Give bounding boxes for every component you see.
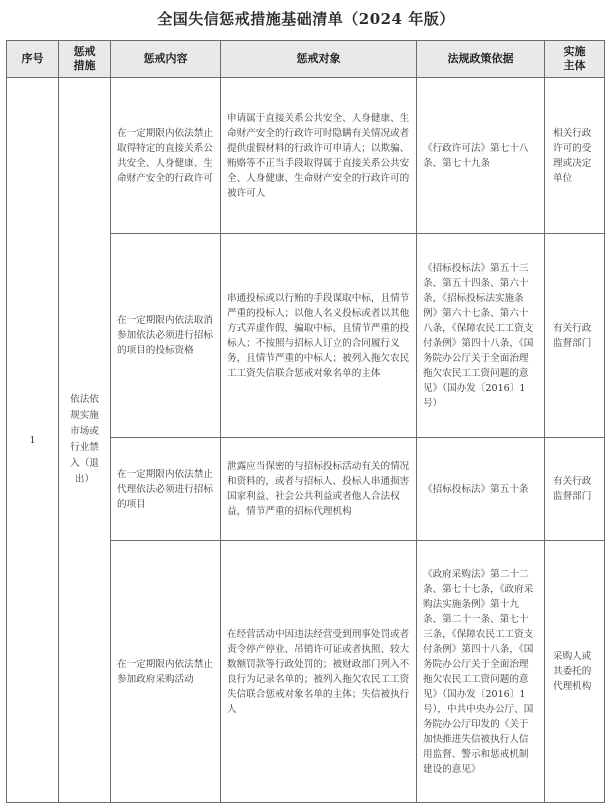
header-seq: 序号: [7, 41, 59, 78]
basis-text: 《招标投标法》第五十三条、第五十四条、第六十条，《招标投标法实施条例》第六十七条、第六十八条，《保障农民工工资支付条例》第四十八条，《国务院办公厅关于全面治理拖欠农民工工资问题的意见》（国办发〔2016〕1 号）: [423, 262, 534, 409]
measure-text: 依法依规实施市场或行业禁入（退出）: [70, 394, 99, 485]
subject-text: 有关行政监督部门: [553, 476, 592, 502]
basis-cell: [417, 541, 545, 803]
content-text: 在一定期限内依法禁止参加政府采购活动: [117, 658, 213, 685]
content-cell: [111, 438, 221, 541]
subject-text: 采购人或其委托的代理机构: [553, 651, 592, 692]
content-text: 在一定期限内依法取消参加依法必须进行招标的项目的投标资格: [117, 315, 213, 356]
subject-text: 相关行政许可的受理或决定单位: [553, 127, 592, 184]
content-cell: [111, 78, 221, 234]
header-basis: 法规政策依据: [417, 41, 545, 78]
subject-cell: [545, 234, 605, 438]
content-text: 在一定期限内依法禁止代理依法必须进行招标的项目: [117, 468, 213, 510]
header-subject-label: 实施主体: [563, 45, 586, 72]
content-text: 在一定期限内依法禁止取得特定的直接关系公共安全、人身健康、生命财产安全的行政许可: [117, 127, 213, 184]
object-cell: [221, 78, 417, 234]
header-subject: [545, 41, 605, 78]
header-content: 惩戒内容: [111, 41, 221, 78]
basis-cell: [417, 78, 545, 234]
subject-text: 有关行政监督部门: [553, 322, 592, 349]
object-text: 在经营活动中因违法经营受到刑事处罚或者责令停产停业、吊销许可证或者执照、较大数额罚款等行政处罚的；被财政部门列入不良行为记录名单的；被列入拖欠农民工工资失信联合惩戒对象名单的主体；失信被执行人: [227, 628, 410, 715]
basis-text: 《招标投标法》第五十条: [423, 483, 529, 495]
seq-cell: 1: [7, 78, 59, 803]
object-text: 串通投标或以行贿的手段谋取中标，且情节严重的投标人；以他人名义投标或者以其他方式弄虚作假，骗取中标，且情节严重的投标人；不按照与招标人订立的合同履行义务，且情节严重的中标人；被列入拖欠农民工工资失信联合惩戒对象名单的主体: [227, 292, 410, 379]
content-cell: [111, 541, 221, 803]
header-object: 惩戒对象: [221, 41, 417, 78]
table-header-row: [7, 41, 605, 78]
header-measure-label: 惩戒措施: [73, 45, 96, 72]
document-title: 全国失信惩戒措施基础清单（2024 年版）: [157, 10, 455, 28]
basis-text: 《政府采购法》第二十二条、第七十七条，《政府采购法实施条例》第十九条、第二十一条、第七十三条，《保障农民工工资支付条例》第四十八条，《国务院办公厅关于全面治理拖欠农民工工资问题的意见》（国办发〔2016〕1 号），中共中央办公厅、国务院办公厅印发的《关于加快推进失信被执行人信用监督、警示和惩戒机制建设的意见》: [423, 568, 534, 775]
measure-cell: [59, 78, 111, 803]
object-cell: [221, 541, 417, 803]
subject-cell: [545, 541, 605, 803]
header-measure: [59, 41, 111, 78]
penalty-measures-table: [6, 40, 605, 803]
content-cell: [111, 234, 221, 438]
object-text: 泄露应当保密的与招标投标活动有关的情况和资料的，或者与招标人、投标人串通损害国家利益、社会公共利益或者他人合法权益，情节严重的招标代理机构: [227, 461, 410, 517]
basis-cell: [417, 438, 545, 541]
table-row: [7, 78, 605, 234]
object-text: 申请属于直接关系公共安全、人身健康、生命财产安全的行政许可时隐瞒有关情况或者提供虚假材料的行政许可申请人；以欺骗、贿赂等不正当手段取得属于直接关系公共安全、人身健康、生命财产安全的行政许可的被许可人: [227, 112, 410, 199]
object-cell: [221, 438, 417, 541]
subject-cell: [545, 438, 605, 541]
subject-cell: [545, 78, 605, 234]
basis-cell: [417, 234, 545, 438]
basis-text: 《行政许可法》第七十八条、第七十九条: [423, 142, 529, 169]
object-cell: [221, 234, 417, 438]
